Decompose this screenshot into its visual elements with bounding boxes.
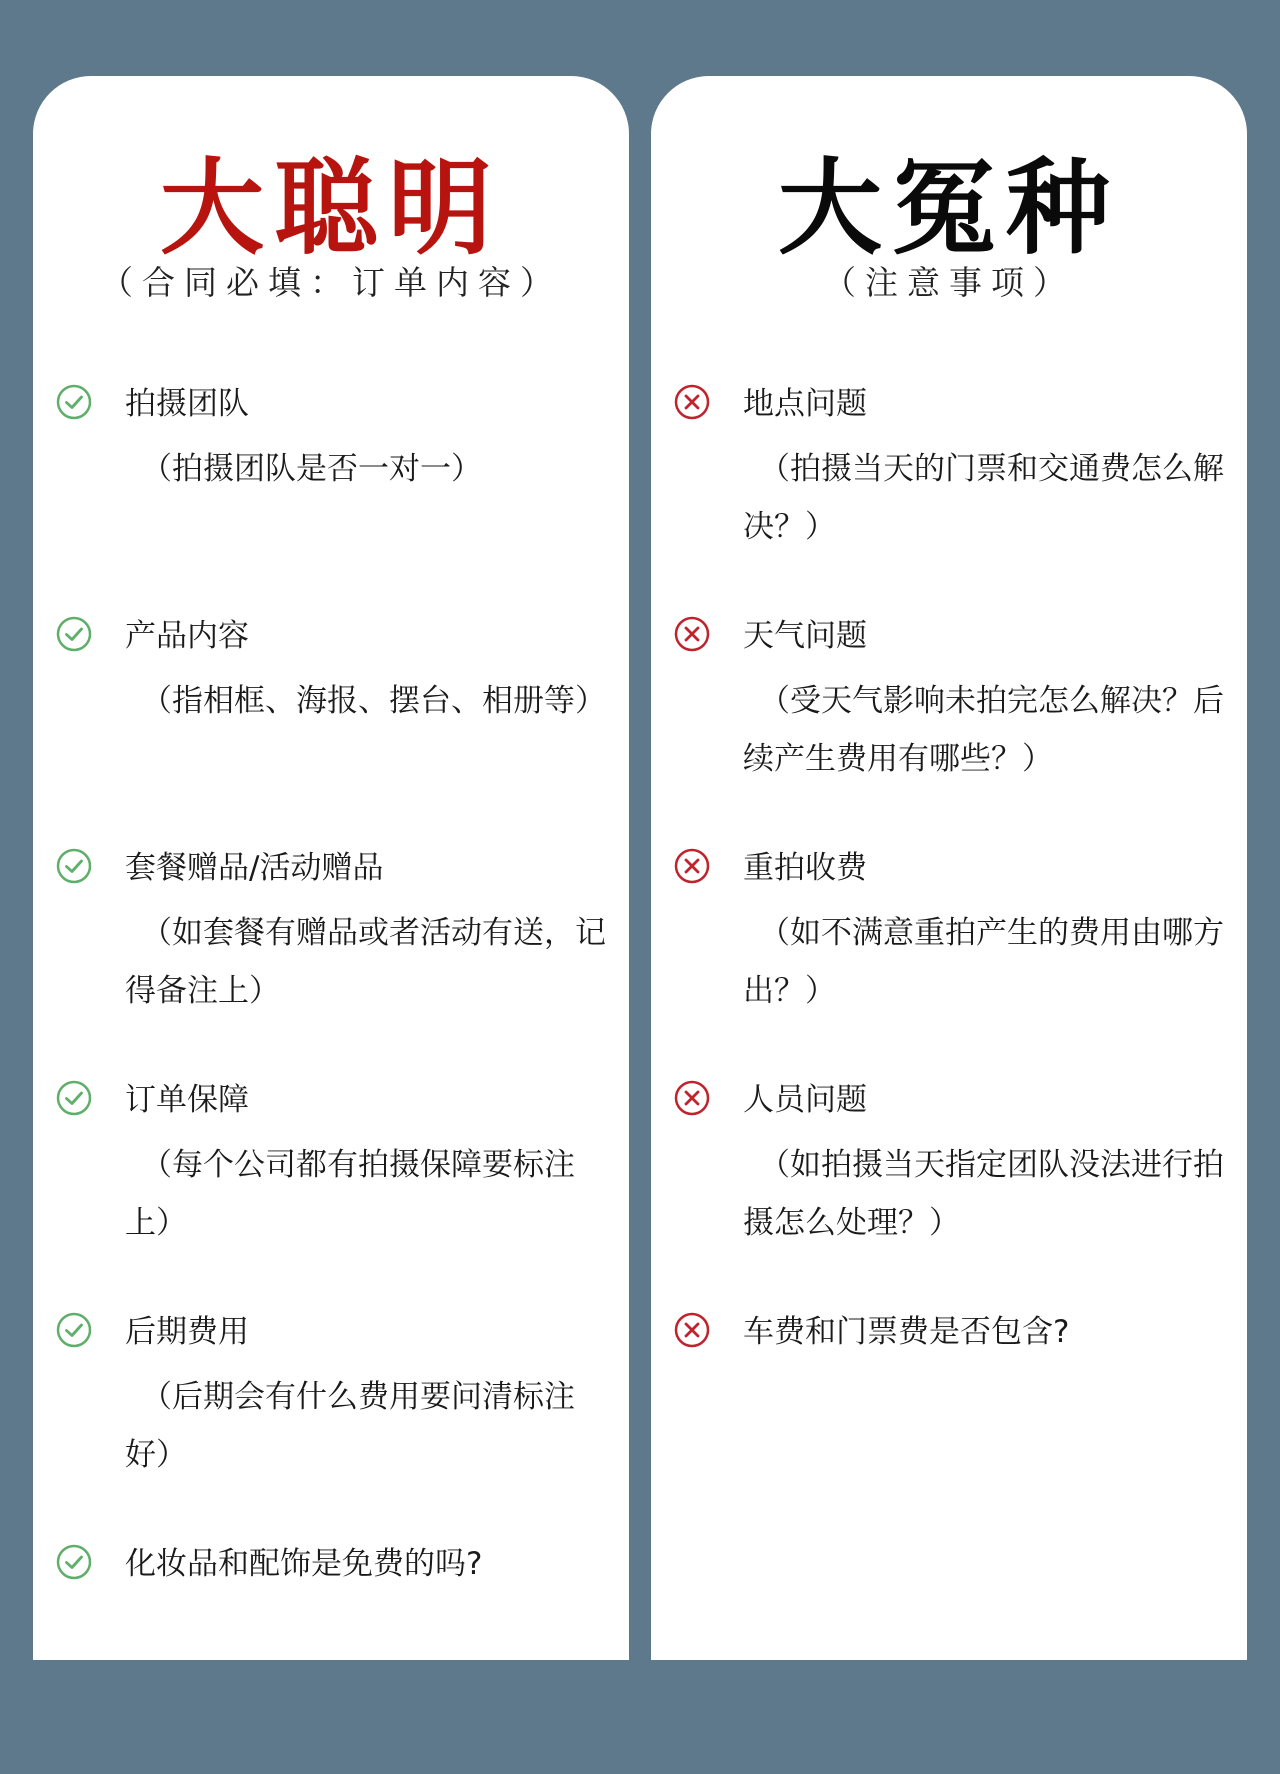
left-checklist xyxy=(33,382,629,1774)
check-circle-icon xyxy=(56,1312,92,1348)
right-item-desc: （拍摄当天的门票和交通费怎么解决？） xyxy=(743,451,1224,545)
left-list-item xyxy=(33,1542,629,1774)
check-circle-icon xyxy=(56,1544,92,1580)
left-list-item xyxy=(33,382,629,614)
left-list-item xyxy=(33,1078,629,1310)
right-item-title: 重拍收费 xyxy=(743,850,867,886)
left-subtitle: （合同必填：订单内容） xyxy=(100,263,562,302)
x-circle-icon xyxy=(674,384,710,420)
check-circle-icon xyxy=(56,384,92,420)
left-list-item xyxy=(33,614,629,846)
right-card xyxy=(651,76,1247,1660)
right-item-title: 地点问题 xyxy=(743,386,867,422)
x-circle-icon xyxy=(674,1312,710,1348)
left-item-title: 产品内容 xyxy=(125,618,249,654)
left-item-title: 后期费用 xyxy=(125,1314,249,1350)
left-item-title: 订单保障 xyxy=(125,1082,249,1118)
right-item-title: 天气问题 xyxy=(743,618,867,654)
left-item-title: 化妆品和配饰是免费的吗? xyxy=(125,1546,483,1582)
right-item-desc: （如不满意重拍产生的费用由哪方出？） xyxy=(743,915,1224,1009)
right-list-item xyxy=(651,382,1247,614)
left-card xyxy=(33,76,629,1660)
right-title: 大冤种 xyxy=(777,147,1120,269)
right-item-title: 车费和门票费是否包含? xyxy=(743,1314,1070,1350)
right-subtitle: （注意事项） xyxy=(823,263,1075,302)
right-list-item xyxy=(651,614,1247,846)
check-circle-icon xyxy=(56,848,92,884)
left-item-title: 拍摄团队 xyxy=(125,386,249,422)
left-list-item xyxy=(33,846,629,1078)
left-title: 大聪明 xyxy=(159,147,502,269)
right-list-item xyxy=(651,846,1247,1078)
right-list-item xyxy=(651,1310,1247,1354)
right-item-desc: （受天气影响未拍完怎么解决？后续产生费用有哪些？） xyxy=(743,683,1224,777)
left-item-desc: （指相框、海报、摆台、相册等） xyxy=(141,683,606,719)
left-item-desc: （拍摄团队是否一对一） xyxy=(141,451,482,487)
left-item-desc: （每个公司都有拍摄保障要标注上） xyxy=(125,1147,575,1241)
right-list-item xyxy=(651,1078,1247,1310)
check-circle-icon xyxy=(56,1080,92,1116)
check-circle-icon xyxy=(56,616,92,652)
left-item-desc: （后期会有什么费用要问清标注好） xyxy=(125,1379,575,1473)
left-item-title: 套餐赠品/活动赠品 xyxy=(125,850,384,886)
left-list-item xyxy=(33,1310,629,1542)
x-circle-icon xyxy=(674,1080,710,1116)
x-circle-icon xyxy=(674,848,710,884)
left-item-desc: （如套餐有赠品或者活动有送，记得备注上） xyxy=(125,915,606,1009)
right-item-desc: （如拍摄当天指定团队没法进行拍摄怎么处理？） xyxy=(743,1147,1224,1241)
x-circle-icon xyxy=(674,616,710,652)
right-item-title: 人员问题 xyxy=(743,1082,867,1118)
right-checklist xyxy=(651,382,1247,1354)
